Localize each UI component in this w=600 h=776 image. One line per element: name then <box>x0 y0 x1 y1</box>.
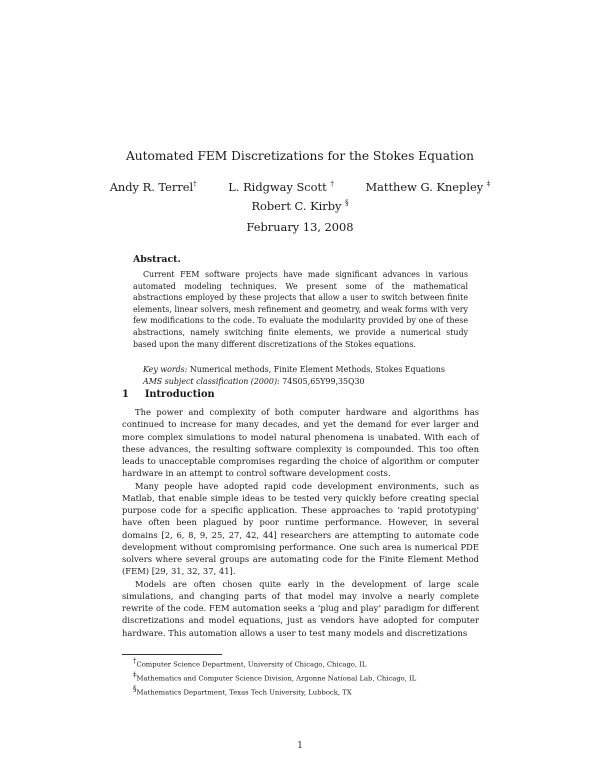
author-terrel: Andy R. Terrel† <box>109 180 197 194</box>
author-scott: L. Ridgway Scott † <box>228 180 334 194</box>
ams-classification-line: AMS subject classification (2000): 74S05,65Y99,35Q30 <box>143 377 365 386</box>
footnote-item: ‡Mathematics and Computer Science Division, Argonne National Lab, Chicago, IL <box>133 671 417 683</box>
body-paragraph: Models are often chosen quite early in the development of large scale simulations, and changing parts of that model may involve a nearly complete rewrite of the code. FEM automation seeks a ‘plug and play’ paradigm for different discretizations and model equations, just as vendors have adopted for computer hardware. This automation allows a user to test many models and discretizations <box>122 578 479 638</box>
footnote-item: †Computer Science Department, University of Chicago, Chicago, IL <box>133 657 367 669</box>
body-paragraph: Many people have adopted rapid code development environments, such as Matlab, that enable simple ideas to be tested very quickly before creating special purpose code for a specific application. These approaches to ‘rapid prototyping’ have often been plagued by poor runtime performance. However, in several domains [2, 6, 8, 9, 25, 27, 42, 44] researchers are attempting to automate code development without compromising performance. One such area is numerical PDE solvers where several groups are automating code for the Finite Element Method (FEM) [29, 31, 32, 37, 41]. <box>122 480 479 577</box>
abstract-text <box>133 269 468 350</box>
author-list <box>0 180 600 194</box>
author-kirby: Robert C. Kirby § <box>251 199 349 213</box>
footnotes <box>133 656 479 698</box>
abstract-paragraph: Current FEM software projects have made significant advances in various automated modeling techniques. We present some of the mathematical abstractions employed by these projects that allow a user to switch between finite elements, linear solvers, mesh refinement and geometry, and weak forms with very few modifications to the code. To evaluate the modularity provided by one of these abstractions, namely switching finite elements, we provide a numerical study based upon the many different discretizations of the Stokes equations. <box>133 270 468 349</box>
footnote-rule <box>122 654 222 655</box>
body-paragraph: The power and complexity of both computer hardware and algorithms has continued to increase for many decades, and yet the demand for ever larger and more complex simulations to model natural phenomena is unabated. With each of these advances, the resulting software complexity is compounded. This too often leads to unacceptable compromises regarding the choice of algorithm or computer hardware in an attempt to control software development costs. <box>122 407 479 479</box>
section-body <box>122 406 479 639</box>
abstract-heading: Abstract. <box>133 254 181 265</box>
section-number: 1 <box>122 389 129 400</box>
section-heading <box>122 389 215 400</box>
footnote-item: §Mathematics Department, Texas Tech University, Lubbock, TX <box>133 685 352 697</box>
keywords-line: Key words: Numerical methods, Finite Element Methods, Stokes Equations <box>143 365 445 374</box>
author-knepley: Matthew G. Knepley ‡ <box>365 180 491 194</box>
paper-date: February 13, 2008 <box>246 220 354 234</box>
paper-title: Automated FEM Discretizations for the Stokes Equation <box>125 149 475 163</box>
keywords-block <box>143 364 468 388</box>
section-title: Introduction <box>144 389 215 400</box>
page-number: 1 <box>297 741 303 751</box>
